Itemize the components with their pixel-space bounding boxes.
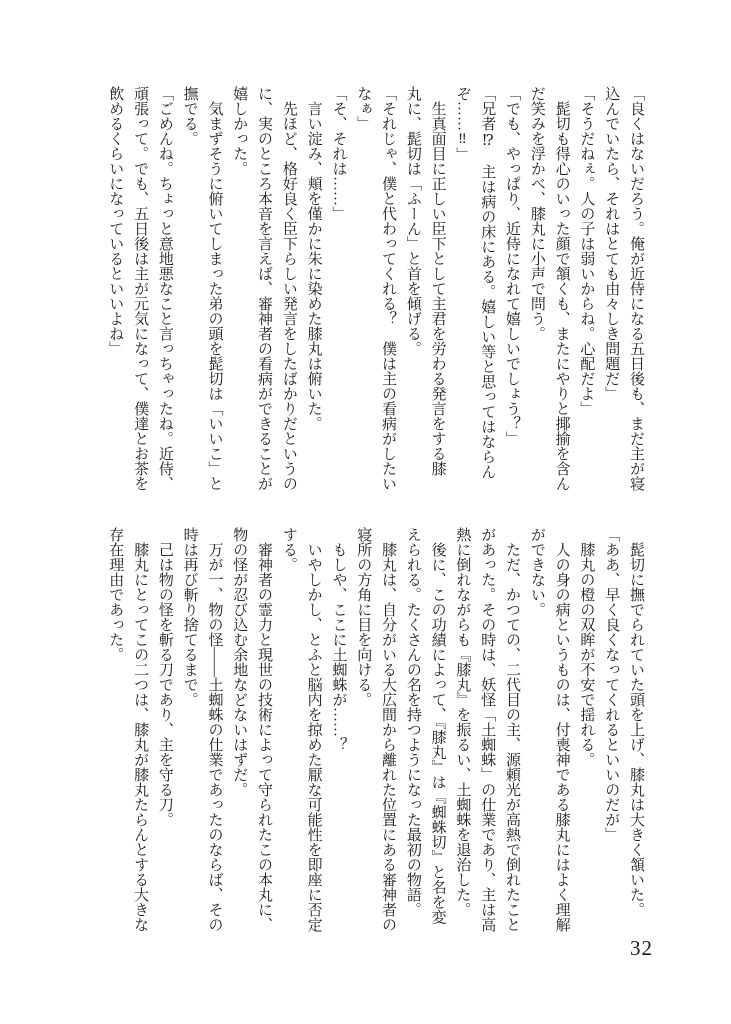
text-column: 物の怪が忍び込む余地などないはずだ。 [231, 527, 248, 797]
text-column: に、実のところ本音を言えば、審神者の看病ができることが [256, 86, 273, 491]
text-column: 寝所の方角に目を向ける。 [355, 527, 372, 707]
text-column: 後に、この功績によって、『膝丸』は『蜘蛛切』と名を変 [429, 527, 446, 925]
text-block-bottom [102, 527, 648, 941]
text-column: 審神者の霊力と現世の技術によって守られたこの本丸に、 [256, 527, 273, 932]
page-number: 32 [630, 936, 653, 960]
text-column: えられる。たくさんの名を持つようになった最初の物語。 [404, 527, 421, 917]
text-column: 頑張って。でも、五日後は主が元気になって、僕達とお茶を [132, 86, 149, 491]
text-column: 「そうだねぇ。人の子は弱いからね。心配だよ」 [578, 86, 595, 416]
text-column: だ笑みを浮かべ、膝丸に小声で問う。 [528, 86, 545, 341]
text-column: する。 [280, 527, 297, 572]
text-column: ぞ……‼」 [454, 86, 471, 162]
text-column: ただ、かつての、二代目の主、源頼光が高熱で倒れたこと [504, 527, 521, 932]
text-column: 「そ、それは……」 [330, 86, 347, 221]
text-column: 膝丸は、自分がいる大広間から離れた位置にある審神者の [380, 527, 397, 932]
text-column: 「良くはないだろう。俺が近侍になる五日後も、まだ主が寝 [628, 86, 644, 491]
text-column: 万が一、物の怪――土蜘蛛の仕業であったのならば、その [206, 527, 223, 932]
text-column: 髭切に撫でられていた頭を上げ、膝丸は大きく頷いた。 [628, 527, 644, 917]
text-column: 先ほど、格好良く臣下らしい発言をしたばかりだというの [280, 86, 297, 491]
text-column: 「ごめんね。ちょっと意地悪なこと言っちゃったね。近侍、 [156, 86, 173, 491]
text-column: 飲めるくらいになっているといいよね」 [107, 86, 124, 356]
text-column: 撫でる。 [181, 86, 198, 146]
text-column: 熱に倒れながらも『膝丸』を振るい、土蜘蛛を退治した。 [454, 527, 471, 917]
text-block-top [102, 86, 648, 500]
text-column: 存在理由であった。 [107, 527, 124, 662]
text-column: 「ああ、早く良くなってくれるといいのだが」 [603, 527, 620, 842]
text-column: もしや、ここに土蜘蛛が……？ [330, 527, 347, 752]
text-column: 込んでいたら、それはとても由々しき問題だ」 [603, 86, 620, 401]
text-column: があった。その時は、妖怪「土蜘蛛」の仕業であり、主は高 [479, 527, 496, 932]
text-column: 言い淀み、頬を僅かに朱に染めた膝丸は俯いた。 [305, 86, 322, 431]
text-column: なぁ」 [355, 86, 372, 131]
text-column: 人の身の病というものは、付喪神である膝丸にはよく理解 [553, 527, 570, 932]
text-column: いやしかし、とふと脳内を掠めた厭な可能性を即座に否定 [305, 527, 322, 932]
text-column: 髭切も得心のいった顔で頷くも、またにやりと揶揄を含ん [553, 86, 570, 491]
text-column: ができない。 [528, 527, 545, 617]
text-column: 膝丸にとってこの二つは、膝丸が膝丸たらんとする大きな [132, 527, 149, 932]
text-column: 膝丸の橙の双眸が不安で揺れる。 [578, 527, 595, 767]
text-column: 「兄者⁉ 主は病の床にある。嬉しい等と思ってはならん [479, 86, 496, 479]
text-column: 「それじゃ、僕と代わってくれる？ 僕は主の看病がしたい [380, 86, 397, 491]
text-column: 丸に、髭切は「ふーん」と首を傾げる。 [404, 86, 421, 356]
text-column: 時は再び斬り捨てるまで。 [181, 527, 198, 707]
text-column: 気まずそうに俯いてしまった弟の頭を髭切は「いいこ」と [206, 86, 223, 491]
text-column: 「でも、やっぱり、近侍になれて嬉しいでしょう？」 [504, 86, 521, 446]
text-column: 己は物の怪を斬る刀であり、主を守る刀。 [156, 527, 173, 827]
text-column: 生真面目に正しい臣下として主君を労わる発言をする膝 [429, 86, 446, 476]
text-column: 嬉しかった。 [231, 86, 248, 176]
